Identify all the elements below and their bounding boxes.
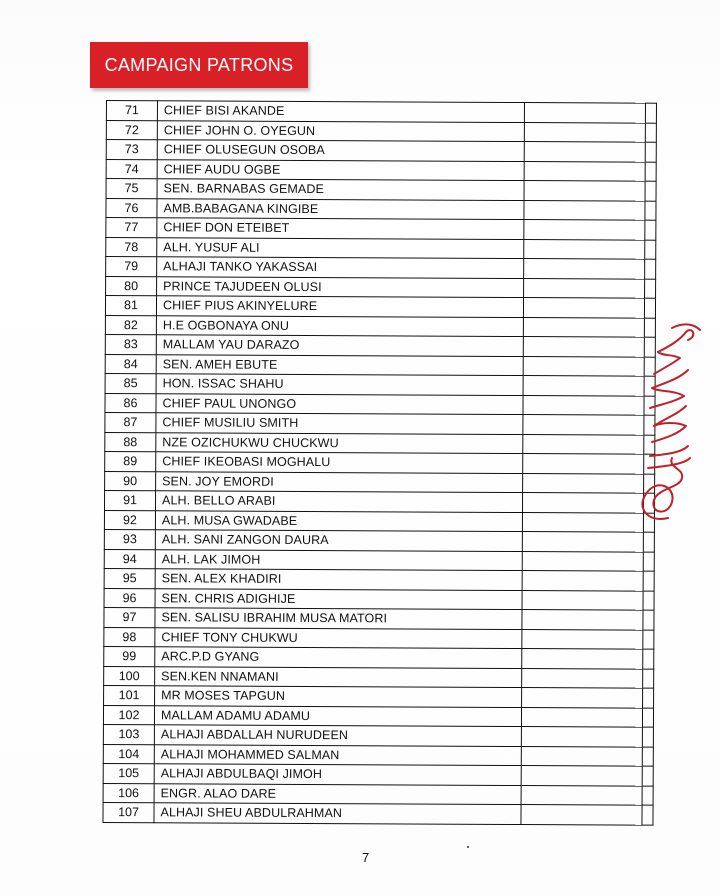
table-row: [104, 607, 654, 629]
patron-name: MALLAM YAU DARAZO: [156, 335, 523, 356]
patron-name: CHIEF OLUSEGUN OSOBA: [157, 140, 524, 161]
page-number: 7: [362, 850, 370, 865]
signature-cell: [522, 571, 643, 591]
signature-cell: [521, 805, 642, 825]
row-number: 99: [104, 646, 155, 666]
patron-name: PRINCE TAJUDEEN OLUSI: [157, 276, 524, 297]
table-row: [104, 588, 654, 610]
signature-cell: [523, 298, 644, 318]
table-row: [104, 549, 654, 571]
signature-cell: [524, 278, 645, 298]
row-number: 106: [103, 783, 154, 803]
table-row: [104, 568, 654, 590]
signature-cell: [523, 454, 644, 474]
table-row: [105, 373, 655, 395]
patron-name: ALH. BELLO ARABI: [155, 491, 522, 512]
row-number: 71: [106, 101, 157, 121]
signature-cell: [523, 395, 644, 415]
row-number: 100: [104, 666, 155, 686]
patron-name: MALLAM ADAMU ADAMU: [154, 705, 521, 726]
row-number: 82: [105, 315, 156, 335]
extra-cell: [645, 181, 656, 201]
patron-name: SEN. JOY EMORDI: [156, 471, 523, 492]
table-row: [106, 179, 656, 201]
signature-cell: [521, 746, 642, 766]
patron-name: SEN. CHRIS ADIGHIJE: [155, 588, 522, 609]
row-number: 94: [104, 549, 155, 569]
table-row: [104, 529, 654, 551]
patron-name: ALH. YUSUF ALI: [157, 237, 524, 258]
extra-cell: [643, 591, 654, 611]
row-number: 74: [106, 159, 157, 179]
row-number: 73: [106, 140, 157, 160]
patron-name: CHIEF PAUL UNONGO: [156, 393, 523, 414]
signature-cell: [523, 337, 644, 357]
patron-name: ALH. MUSA GWADABE: [155, 510, 522, 531]
signature-cell: [523, 473, 644, 493]
patron-name: SEN. ALEX KHADIRI: [155, 569, 522, 590]
table-row: [106, 276, 656, 298]
signature-cell: [524, 200, 645, 220]
patron-name: ALH. SANI ZANGON DAURA: [155, 530, 522, 551]
extra-cell: [645, 279, 656, 299]
signature-cell: [522, 512, 643, 532]
extra-cell: [645, 162, 656, 182]
extra-cell: [642, 766, 653, 786]
patron-name: CHIEF JOHN O. OYEGUN: [157, 120, 524, 141]
row-number: 90: [105, 471, 156, 491]
patron-name: ALHAJI ABDALLAH NURUDEEN: [154, 725, 521, 746]
table-row: [106, 101, 656, 123]
row-number: 84: [105, 354, 156, 374]
patron-name: ALHAJI TANKO YAKASSAI: [157, 257, 524, 278]
patron-name: ALHAJI ABDULBAQI JIMOH: [154, 764, 521, 785]
patrons-table-body: [103, 101, 657, 825]
row-number: 101: [104, 685, 155, 705]
extra-cell: [645, 123, 656, 143]
row-number: 77: [106, 218, 157, 238]
table-row: [104, 666, 654, 688]
signature-cell: [523, 415, 644, 435]
patron-name: CHIEF IKEOBASI MOGHALU: [156, 452, 523, 473]
row-number: 107: [103, 802, 154, 822]
patron-name: SEN. AMEH EBUTE: [156, 354, 523, 375]
section-title-banner: [90, 42, 308, 88]
signature-cell: [521, 785, 642, 805]
signature-cell: [521, 707, 642, 727]
table-row: [105, 354, 655, 376]
row-number: 85: [105, 373, 156, 393]
patron-name: ALHAJI MOHAMMED SALMAN: [154, 744, 521, 765]
patron-name: SEN. BARNABAS GEMADE: [157, 179, 524, 200]
signature-cell: [522, 649, 643, 669]
row-number: 80: [106, 276, 157, 296]
signature-cell: [522, 590, 643, 610]
signature-cell: [522, 629, 643, 649]
patron-name: HON. ISSAC SHAHU: [156, 374, 523, 395]
row-number: 102: [103, 705, 154, 725]
row-number: 93: [104, 529, 155, 549]
signature-cell: [521, 766, 642, 786]
table-row: [106, 159, 656, 181]
patron-name: H.E OGBONAYA ONU: [156, 315, 523, 336]
signature-cell: [524, 239, 645, 259]
row-number: 89: [105, 451, 156, 471]
section-title: CAMPAIGN PATRONS: [104, 54, 294, 75]
table-row: [106, 257, 656, 279]
extra-cell: [644, 298, 655, 318]
extra-cell: [645, 259, 656, 279]
row-number: 72: [106, 120, 157, 140]
extra-cell: [643, 552, 654, 572]
patron-name: SEN.KEN NNAMANI: [155, 666, 522, 687]
extra-cell: [643, 649, 654, 669]
handwritten-signature: [628, 318, 718, 536]
table-row: [104, 627, 654, 649]
row-number: 83: [105, 334, 156, 354]
table-row: [103, 802, 653, 824]
table-row: [105, 315, 655, 337]
patron-name: ALHAJI SHEU ABDULRAHMAN: [154, 803, 521, 824]
patron-name: CHIEF PIUS AKINYELURE: [156, 296, 523, 317]
signature-cell: [523, 434, 644, 454]
extra-cell: [643, 688, 654, 708]
patron-name: CHIEF DON ETEIBET: [157, 218, 524, 239]
table-row: [104, 646, 654, 668]
patron-name: MR MOSES TAPGUN: [155, 686, 522, 707]
signature-cell: [522, 493, 643, 513]
signature-cell: [524, 122, 645, 142]
row-number: 87: [105, 412, 156, 432]
extra-cell: [645, 142, 656, 162]
row-number: 79: [106, 257, 157, 277]
table-row: [105, 412, 655, 434]
row-number: 103: [103, 724, 154, 744]
patron-name: ARC.P.D GYANG: [155, 647, 522, 668]
extra-cell: [642, 747, 653, 767]
row-number: 88: [105, 432, 156, 452]
signature-cell: [524, 259, 645, 279]
signature-cell: [522, 610, 643, 630]
row-number: 104: [103, 744, 154, 764]
extra-cell: [645, 240, 656, 260]
signature-cell: [523, 317, 644, 337]
patrons-table-wrapper: [102, 100, 650, 843]
row-number: 75: [106, 179, 157, 199]
extra-cell: [643, 669, 654, 689]
extra-cell: [645, 201, 656, 221]
signature-cell: [524, 103, 645, 123]
signature-cell: [522, 532, 643, 552]
table-row: [106, 237, 656, 259]
patron-name: CHIEF BISI AKANDE: [157, 101, 524, 122]
patrons-table: [102, 100, 657, 825]
patron-name: CHIEF AUDU OGBE: [157, 159, 524, 180]
row-number: 76: [106, 198, 157, 218]
table-row: [105, 334, 655, 356]
extra-cell: [643, 630, 654, 650]
table-row: [105, 296, 655, 318]
extra-cell: [645, 220, 656, 240]
table-row: [103, 724, 653, 746]
table-row: [103, 744, 653, 766]
table-row: [103, 705, 653, 727]
signature-cell: [524, 220, 645, 240]
row-number: 105: [103, 763, 154, 783]
table-row: [105, 393, 655, 415]
row-number: 92: [104, 510, 155, 530]
row-number: 91: [104, 490, 155, 510]
patron-name: CHIEF TONY CHUKWU: [155, 627, 522, 648]
table-row: [103, 783, 653, 805]
row-number: 98: [104, 627, 155, 647]
signature-cell: [522, 688, 643, 708]
patron-name: CHIEF MUSILIU SMITH: [156, 413, 523, 434]
row-number: 96: [104, 588, 155, 608]
table-row: [105, 451, 655, 473]
patron-name: ALH. LAK JIMOH: [155, 549, 522, 570]
signature-cell: [524, 161, 645, 181]
patron-name: SEN. SALISU IBRAHIM MUSA MATORI: [155, 608, 522, 629]
row-number: 86: [105, 393, 156, 413]
patron-name: ENGR. ALAO DARE: [154, 783, 521, 804]
extra-cell: [642, 805, 653, 825]
row-number: 78: [106, 237, 157, 257]
table-row: [105, 432, 655, 454]
table-row: [104, 685, 654, 707]
scan-speck: [467, 846, 469, 848]
table-row: [105, 471, 655, 493]
table-row: [106, 198, 656, 220]
row-number: 81: [105, 296, 156, 316]
table-row: [106, 218, 656, 240]
extra-cell: [642, 708, 653, 728]
extra-cell: [645, 103, 656, 123]
table-row: [106, 140, 656, 162]
signature-cell: [521, 727, 642, 747]
table-row: [103, 763, 653, 785]
table-row: [104, 490, 654, 512]
signature-cell: [522, 668, 643, 688]
row-number: 95: [104, 568, 155, 588]
signature-cell: [523, 376, 644, 396]
table-row: [104, 510, 654, 532]
signature-cell: [523, 356, 644, 376]
extra-cell: [643, 571, 654, 591]
patron-name: NZE OZICHUKWU CHUCKWU: [156, 432, 523, 453]
signature-cell: [524, 142, 645, 162]
table-row: [106, 120, 656, 142]
signature-cell: [524, 181, 645, 201]
row-number: 97: [104, 607, 155, 627]
extra-cell: [642, 727, 653, 747]
extra-cell: [642, 786, 653, 806]
extra-cell: [643, 610, 654, 630]
patron-name: AMB.BABAGANA KINGIBE: [157, 198, 524, 219]
signature-cell: [522, 551, 643, 571]
